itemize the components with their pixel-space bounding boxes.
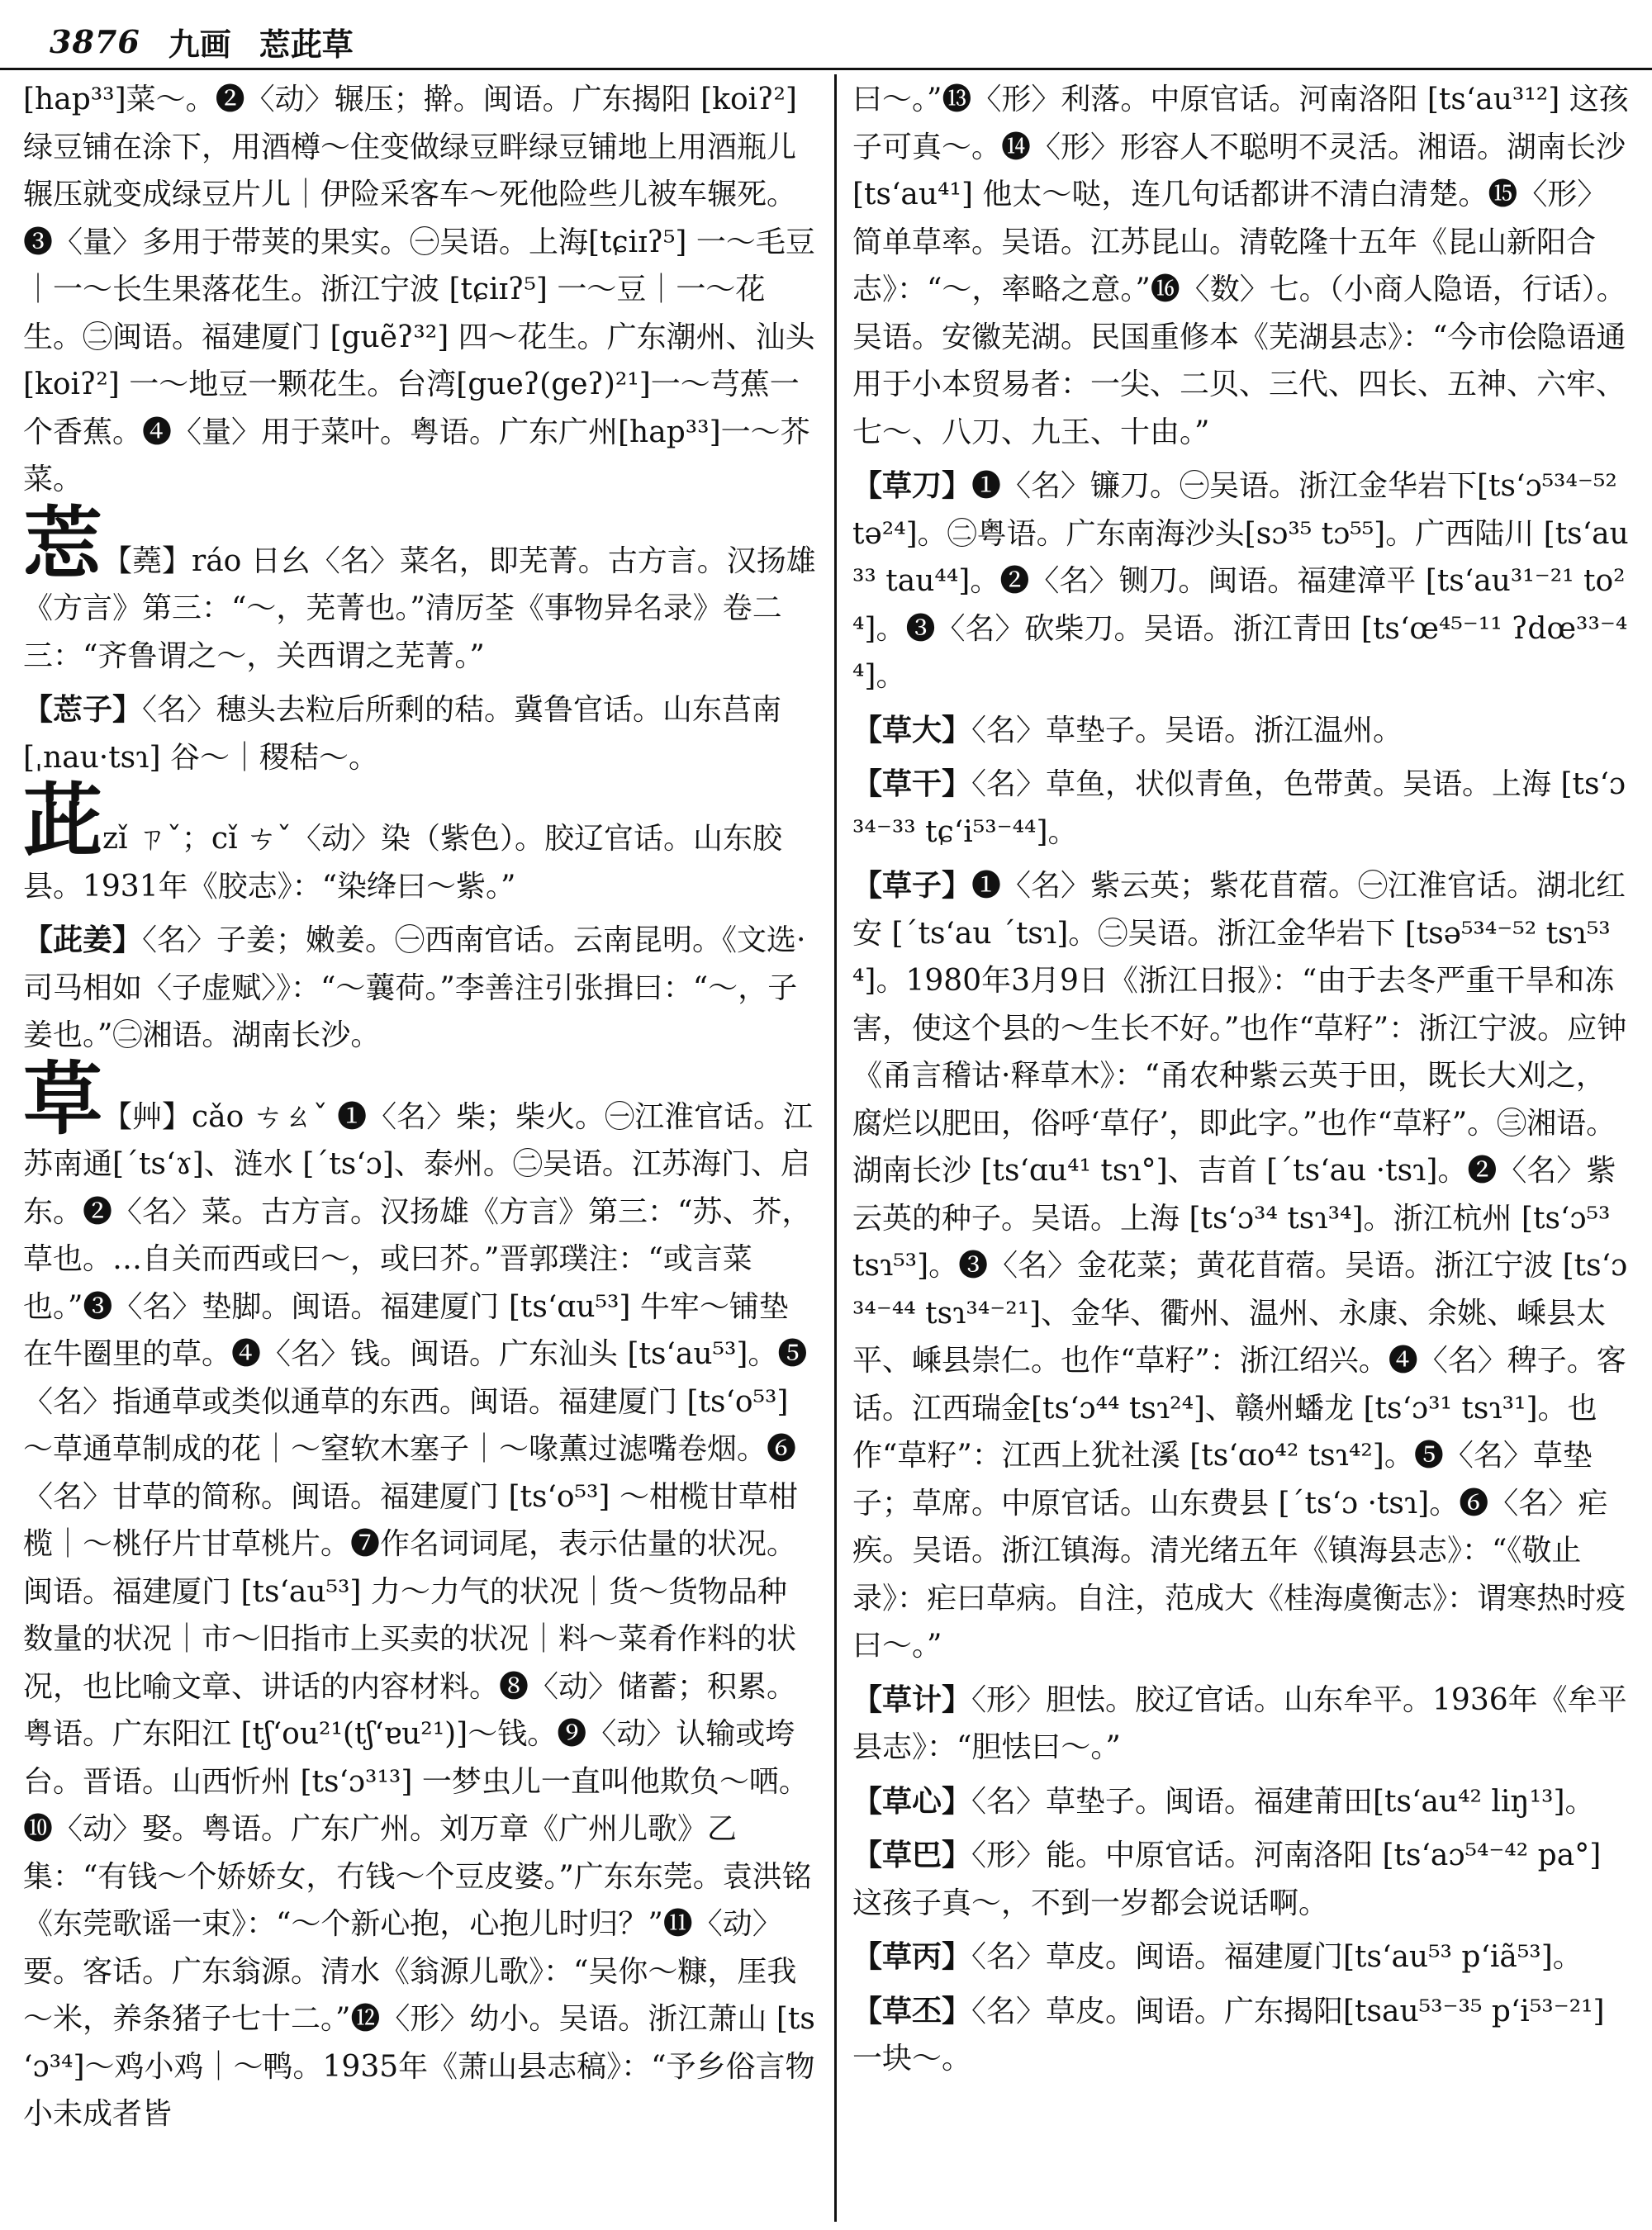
dictionary-entry: [852, 1677, 1629, 1772]
dictionary-entry: [23, 496, 816, 681]
headword: 【草干】: [852, 766, 972, 801]
entry-definition: 〈名〉子姜；嫩姜。㊀西南官话。云南昆明。《文选·司马相如〈子虚赋〉》：“～蘘荷。”李善注引张揖曰：“～，子姜也。”㊁湘语。湖南长沙。: [23, 923, 806, 1052]
header-rule: [0, 68, 1652, 70]
entry-definition: zǐ ㄗˇ；cǐ ㄘˇ〈动〉染（紫色）。胶辽官话。山东胶县。1931年《胶志》：“染绛曰～紫。”: [23, 822, 783, 904]
dictionary-entry: [852, 1988, 1629, 2083]
headword: 【莣子】: [23, 692, 143, 727]
entry-definition: 〈形〉能。中原官话。河南洛阳 [tsʻaɔ⁵⁴⁻⁴² pa°] 这孩子真～，不到一岁都会说话啊。: [852, 1839, 1602, 1920]
headword: 【草丙】: [852, 1939, 972, 1974]
entry-definition: 〈名〉草皮。闽语。广东揭阳[tsau⁵³⁻³⁵ pʻi⁵³⁻²¹] 一块～。: [852, 1994, 1605, 2076]
right-column: [852, 76, 1629, 2215]
entry-definition: 【艸】cǎo ㄘㄠˇ ❶〈名〉柴；柴火。㊀江淮官话。江苏南通[ˊtsʻɤ]、涟水 [ˊtsʻɔ]、泰州。㊁吴语。江苏海门、启东。❷〈名〉菜。古方言。汉扬雄《方言》第三：“苏、芥，草也。…自关而西或曰～，或曰芥。”晋郭璞注：“或言菜也。”❸〈名〉垫脚。闽语。福建厦门 [tsʻɑu⁵³] 牛牢～铺垫在牛圈里的草。❹〈名〉钱。闽语。广东汕头 [tsʻau⁵³]。❺〈名〉指通草或类似通草的东西。闽语。福建厦门 [tsʻo⁵³] ～草通草制成的花｜～窒软木塞子｜～喙薫过滤嘴卷烟。❻〈名〉甘草的简称。闽语。福建厦门 [tsʻo⁵³] ～柑榄甘草柑榄｜～桃仔片甘草桃片。❼作名词词尾，表示估量的状况。闽语。福建厦门 [tsʻau⁵³] 力～力气的状况｜货～货物品种数量的状况｜市～旧指市上买卖的状况｜料～菜肴作料的状况，也比喻文章、讲话的内容材料。❽〈动〉储蓄；积累。粤语。广东阳江 [tʃʻou²¹(tʃʻɐu²¹)]～钱。❾〈动〉认输或垮台。晋语。山西忻州 [tsʻɔ³¹³] 一梦虫儿一直叫他欺负～哂。❿〈动〉娶。粤语。广东广州。刘万章《广州儿歌》乙集：“有钱～个娇娇女，冇钱～个豆皮婆。”广东东莞。袁洪铭《东莞歌谣一束》：“～个新心抱，心抱儿时归？”⓫〈动〉要。客话。广东翁源。清水《翁源儿歌》：“吴你～糠，厓我～米，养条猪子七十二。”⓬〈形〉幼小。吴语。浙江萧山 [tsʻɔ³⁴]～鸡小鸡｜～鸭。1935年《萧山县志稿》：“予乡俗言物小未成者皆: [23, 1099, 815, 2131]
headword: 【草刀】: [852, 468, 972, 503]
entry-definition: 〈名〉穗头去粒后所剩的秸。冀鲁官话。山东莒南 [ˌnau·tsɿ] 谷～｜稷秸～。: [23, 693, 782, 775]
continued-entry-text: [hap³³]菜～。❷〈动〉辗压；擀。闽语。广东揭阳 [koiʔ²] 绿豆铺在涂下，用酒樽～住变做绿豆畔绿豆铺地上用酒瓶儿辗压就变成绿豆片儿｜伊险采客车～死他险些儿被车辗死。❸〈量〉多用于带荚的果实。㊀吴语。上海[tɕiɪʔ⁵] 一～毛豆｜一～长生果落花生。浙江宁波 [tɕiɪʔ⁵] 一～豆｜一～花生。㊁闽语。福建厦门 [guẽʔ³²] 四～花生。广东潮州、汕头 [koiʔ²] 一～地豆一颗花生。台湾[gueʔ(geʔ)²¹]一～芎蕉一个香蕉。❹〈量〉用于菜叶。粤语。广东广州[hap³³]一～芥菜。: [23, 83, 815, 496]
headword: 【草心】: [852, 1783, 972, 1819]
dictionary-entry: [852, 761, 1629, 856]
headword: 茈: [23, 774, 102, 867]
page-number: 3876: [50, 22, 140, 60]
headword: 【草巴】: [852, 1838, 972, 1872]
entry-definition: ❶〈名〉紫云英；紫花苜蓿。㊀江淮官话。湖北红安 [ˊtsʻau ˊtsɿ]。㊁吴语。浙江金华岩下 [tsə⁵³⁴⁻⁵² tsɿ⁵³⁴]。1980年3月9日《浙江日报》：“由于去冬严重干旱和冻害，使这个县的～生长不好。”也作“草籽”：浙江宁波。应钟《甬言稽诂·释草木》：“甬农种紫云英于田，既长大刈之，腐烂以肥田，俗呼‘草仔’，即此字。”也作“草籽”。㊂湘语。湖南长沙 [tsʻɑu⁴¹ tsɿ°]、吉首 [ˊtsʻau ·tsɿ]。❷〈名〉紫云英的种子。吴语。上海 [tsʻɔ³⁴ tsɿ³⁴]。浙江杭州 [tsʻɔ⁵³ tsɿ⁵³]。❸〈名〉金花菜；黄花苜蓿。吴语。浙江宁波 [tsʻɔ³⁴⁻⁴⁴ tsɿ³⁴⁻²¹]、金华、衢州、温州、永康、余姚、嵊县太平、嵊县崇仁。也作“草籽”：浙江绍兴。❹〈名〉稗子。客话。江西瑞金[tsʻɔ⁴⁴ tsɿ²⁴]、赣州蟠龙 [tsʻɔ³¹ tsɿ³¹]。也作“草籽”：江西上犹社溪 [tsʻɑo⁴² tsɿ⁴²]。❺〈名〉草垫子；草席。中原官话。山东费县 [ˊtsʻɔ ·tsɿ]。❻〈名〉疟疾。吴语。浙江镇海。清光绪五年《镇海县志》：“《敬止录》：疟曰草病。自注，范成大《桂海虞衡志》：谓寒热时疫曰～。”: [852, 869, 1628, 1663]
entry-definition: 〈名〉草皮。闽语。福建厦门[tsʻau⁵³ pʻiã⁵³]。: [971, 1940, 1583, 1974]
headword: 【草计】: [852, 1682, 972, 1717]
entry-definition: 〈名〉草垫子。吴语。浙江温州。: [971, 713, 1403, 747]
continued-entry-text: 曰～。”⓭〈形〉利落。中原官话。河南洛阳 [tsʻau³¹²] 这孩子可真～。⓮〈形〉形容人不聪明不灵活。湘语。湖南长沙 [tsʻau⁴¹] 他太～哒，连几句话都讲不清白清楚。⓯〈形〉简单草率。吴语。江苏昆山。清乾隆十五年《昆山新阳合志》：“～，率略之意。”⓰〈数〉七。（小商人隐语，行话）。吴语。安徽芜湖。民国重修本《芜湖县志》：“今市侩隐语通用于小本贸易者：一尖、二贝、三代、四长、五神、六牢、七～、八刀、九王、十由。”: [852, 83, 1629, 449]
headword: 莣: [23, 496, 102, 590]
dictionary-entry: [23, 1051, 816, 2138]
headword: 【茈姜】: [23, 923, 143, 957]
headword: 【草丕】: [852, 1993, 972, 2028]
dictionary-entry: [852, 862, 1629, 1670]
headword: 草: [23, 1051, 102, 1146]
stroke-section: 九画: [168, 25, 231, 63]
page-header: [50, 18, 1619, 64]
entry-definition: 〈形〉胆怯。胶辽官话。山东牟平。1936年《牟平县志》：“胆怯曰～。”: [852, 1682, 1627, 1764]
headword: 【草大】: [852, 712, 972, 747]
left-column: [23, 76, 816, 2215]
headword: 【草子】: [852, 868, 972, 903]
dictionary-entry: [852, 1778, 1629, 1826]
column-divider: [834, 74, 837, 2222]
dictionary-entry: [852, 1832, 1629, 1927]
dictionary-entry: [23, 774, 816, 910]
dictionary-entry: [852, 707, 1629, 755]
dictionary-entry: [852, 1933, 1629, 1981]
entry-definition: 〈名〉草鱼，状似青鱼，色带黄。吴语。上海 [tsʻɔ³⁴⁻³³ tɕʻi⁵³⁻⁴⁴]。: [852, 767, 1626, 849]
entry-definition: ❶〈名〉镰刀。㊀吴语。浙江金华岩下[tsʻɔ⁵³⁴⁻⁵² tə²⁴]。㊁粤语。广东南海沙头[sɔ³⁵ tɔ⁵⁵]。广西陆川 [tsʻau³³ tau⁴⁴]。❷〈名〉铡刀。闽语。福建漳平 [tsʻau³¹⁻²¹ to²⁴]。❸〈名〉砍柴刀。吴语。浙江青田 [tsʻœ⁴⁵⁻¹¹ ʔdœ³³⁻⁴⁴]。: [852, 469, 1629, 693]
dictionary-entry: [23, 917, 816, 1060]
entry-definition: 〈名〉草垫子。闽语。福建莆田[tsʻau⁴² liŋ¹³]。: [971, 1784, 1595, 1819]
guide-characters: 莣茈草: [259, 25, 354, 63]
entry-definition: 【蕘】ráo 日幺〈名〉菜名，即芜菁。古方言。汉扬雄《方言》第三：“～，芜菁也。”清厉荃《事物异名录》卷二三：“齐鲁谓之～，关西谓之芜菁。”: [23, 543, 816, 673]
dictionary-entry: [852, 463, 1629, 700]
dictionary-entry: [23, 686, 816, 781]
